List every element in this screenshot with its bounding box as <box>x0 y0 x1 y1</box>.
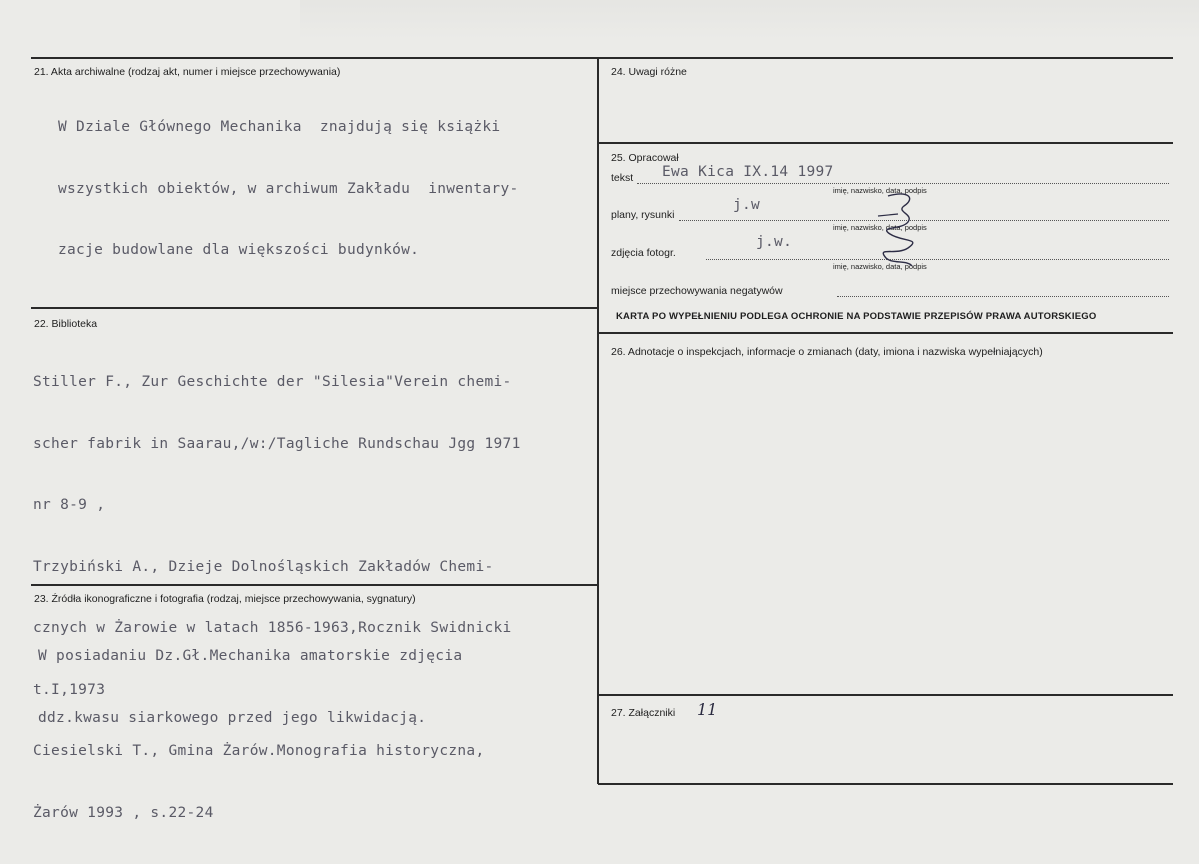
zdjecia-caption: imię, nazwisko, data, podpis <box>833 262 927 271</box>
paper-shadow <box>300 0 1199 40</box>
section-21-text <box>58 76 519 302</box>
negatywy-dotted-line <box>837 296 1169 298</box>
plany-caption: imię, nazwisko, data, podpis <box>833 223 927 232</box>
attachments-count: 11 <box>697 700 718 719</box>
divider-26-27 <box>598 694 1173 696</box>
section-25-label: 25. Opracował <box>611 152 679 164</box>
typed-line: zacje budowlane dla większości budynków. <box>58 242 420 258</box>
tekst-caption: imię, nazwisko, data, podpis <box>833 186 927 195</box>
typed-line: t.I,1973 <box>33 681 106 698</box>
divider-21-22 <box>31 307 598 309</box>
zdjecia-value: j.w. <box>756 234 793 250</box>
divider-25-26 <box>598 332 1173 334</box>
zdjecia-label: zdjęcia fotogr. <box>611 247 676 259</box>
typed-line: Stiller F., Zur Geschichte der "Silesia"Verein chemi- <box>33 374 512 390</box>
typed-line: Żarów 1993 , s.22-24 <box>33 804 214 821</box>
typed-line: W Dziale Głównego Mechanika znajdują się książki <box>58 119 501 135</box>
typed-line: scher fabrik in Saarau,/w:/Tagliche Rundschau Jgg 1971 <box>33 435 521 452</box>
typed-line: W posiadaniu Dz.Gł.Mechanika amatorskie zdjęcia <box>38 648 463 664</box>
section-27-label: 27. Załączniki <box>611 707 676 719</box>
signature-scribble <box>868 186 928 276</box>
tekst-label: tekst <box>611 172 634 184</box>
tekst-dotted-line <box>637 183 1169 185</box>
divider-24-25 <box>598 142 1173 144</box>
typed-line: Ciesielski T., Gmina Żarów.Monografia historyczna, <box>33 743 485 759</box>
negatywy-label: miejsce przechowywania negatywów <box>611 285 783 297</box>
top-border <box>31 57 1173 59</box>
typed-line: cznych w Żarowie w latach 1856-1963,Rocznik Swidnicki <box>33 620 512 636</box>
typed-line: wszystkich obiektów, w archiwum Zakładu inwentary- <box>58 180 519 197</box>
typed-line: nr 8-9 , <box>33 497 106 513</box>
plany-value: j.w <box>733 197 761 213</box>
section-26-label: 26. Adnotacje o inspekcjach, informacje o zmianach (daty, imiona i nazwiska wypełniających) <box>611 346 1043 358</box>
typed-line: Trzybiński A., Dzieje Dolnośląskich Zakładów Chemi- <box>33 558 494 575</box>
plany-label: plany, rysunki <box>611 209 675 221</box>
section-21-label: 21. Akta archiwalne (rodzaj akt, numer i miejsce przechowywania) <box>34 66 341 78</box>
section-23-label: 23. Źródła ikonograficzne i fotografia (rodzaj, miejsce przechowywania, sygnatury) <box>34 593 416 605</box>
bottom-border-right <box>598 783 1173 785</box>
section-22-label: 22. Biblioteka <box>34 318 98 330</box>
column-divider <box>597 57 599 784</box>
section-23-text <box>38 605 462 769</box>
section-24-label: 24. Uwagi różne <box>611 66 687 78</box>
tekst-value: Ewa Kica IX.14 1997 <box>662 164 834 180</box>
zdjecia-dotted-line <box>706 259 1169 261</box>
copyright-notice: KARTA PO WYPEŁNIENIU PODLEGA OCHRONIE NA PODSTAWIE PRZEPISÓW PRAWA AUTORSKIEGO <box>616 311 1097 322</box>
typed-line: ddz.kwasu siarkowego przed jego likwidacją. <box>38 709 427 726</box>
